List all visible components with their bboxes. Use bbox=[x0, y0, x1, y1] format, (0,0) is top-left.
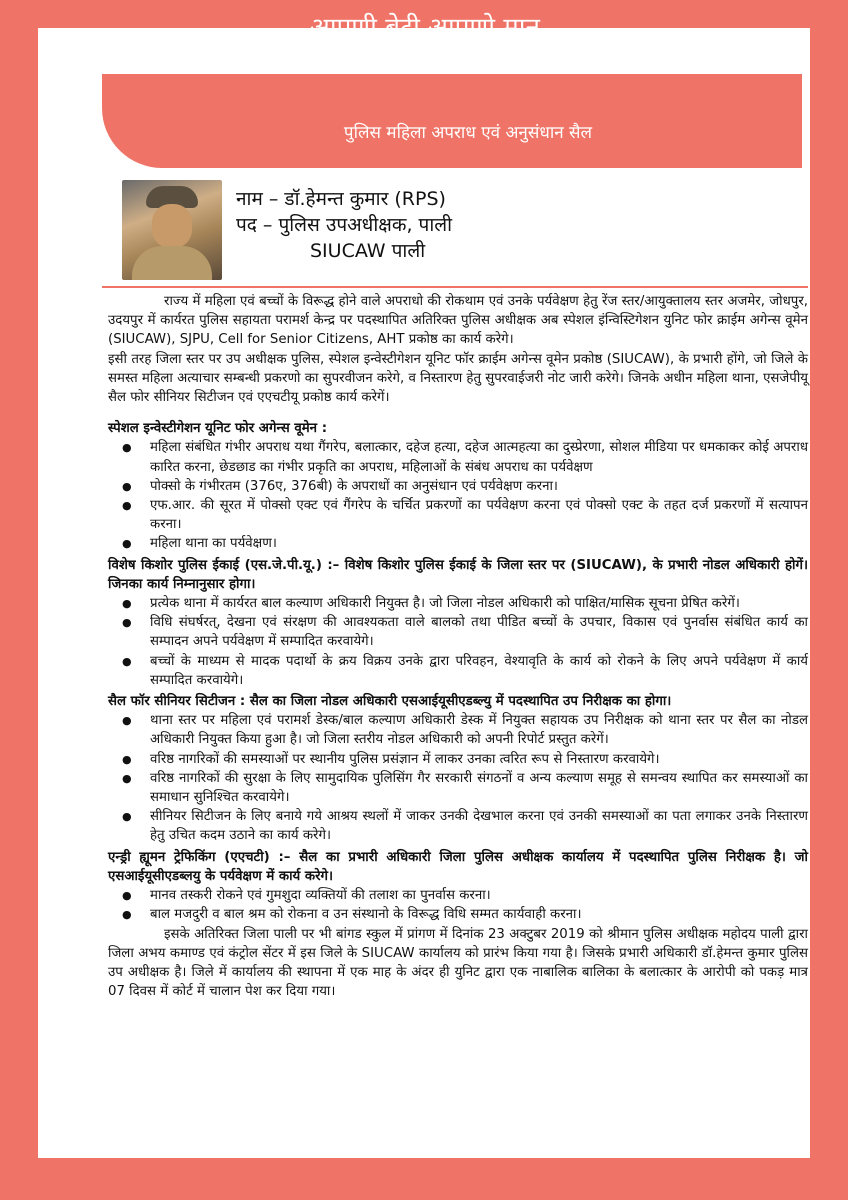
sjpu-list bbox=[108, 594, 808, 690]
document-page bbox=[38, 28, 810, 1158]
list-item: ● एफ.आर. की सूरत में पोक्सो एक्ट एवं गैंगरेप के चर्चित प्रकरणों का पर्यवेक्षण करना एवं पोक्सो एक्ट के तहत दर्ज प्रकरणों में सत्यापन करना। bbox=[150, 496, 808, 534]
officer-info bbox=[236, 186, 452, 264]
list-item: ● थाना स्तर पर महिला एवं परामर्श डेस्क/बाल कल्याण अधिकारी डेस्क में नियुक्त सहायक उप निरीक्षक को थाना स्तर पर सैल का नोडल अधिकारी नियुक्त किया हुआ है। जो जिला स्तरीय नोडल अधिकारी को अपनी रिपोर्ट प्रस्तुत करेगें। bbox=[150, 711, 808, 749]
intro-paragraph-2: इसी तरह जिला स्तर पर उप अधीक्षक पुलिस, स्पेशल इन्वेस्टीगेशन यूनिट फॉर क्राईम अगेन्स वूमेन प्रकोष्ठ (SIUCAW), के प्रभारी होंगे, जो जिले के समस्त महिला अत्याचार सम्बन्धी प्रकरणो का सुपरवीजन करेगे, व निस्तारण हेतु सुपरवाईजरी नोट जारी करेगे। जिनके अधीन महिला थाना, एसजेपीयू सैल फोर सीनियर सिटीजन एवं एएचटीयू प्रकोष्ठ कार्य करेगें। bbox=[108, 351, 808, 406]
siucaw-list bbox=[108, 438, 808, 553]
list-item: ● सीनियर सिटीजन के लिए बनाये गये आश्रय स्थलों में जाकर उनकी देखभाल करना एवं उनकी समस्याओं का पता लगाकर उनके निस्तारण हेतु उचित कदम उठाने का कार्य करेगे। bbox=[150, 807, 808, 845]
divider bbox=[102, 286, 808, 288]
list-item: ● पोक्सो के गंभीरतम (376ए, 376बी) के अपराधों का अनुसंधान एवं पर्यवेक्षण करना। bbox=[150, 477, 808, 496]
officer-post: पद – पुलिस उपअधीक्षक, पाली bbox=[236, 214, 453, 236]
senior-list bbox=[108, 711, 808, 845]
intro-paragraph-1: राज्य में महिला एवं बच्चों के विरूद्ध होने वाले अपराधो की रोकथाम एवं उनके पर्यवेक्षण हेतु रेंज स्तर/आयुक्तालय स्तर अजमेर, जोधपुर, उदयपुर में कार्यरत पुलिस सहायता परामर्श केन्द्र पर पदस्थापित अतिरिक्त पुलिस अधीक्षक अब स्पेशल इंन्विस्टिगेशन युनिट फोर क्राईम अगेन्स वूमेन (SIUCAW), SJPU, Cell for Senior Citizens, AHT प्रकोष्ठ का कार्य करेगे। bbox=[108, 294, 808, 348]
officer-photo bbox=[122, 180, 222, 280]
list-item: ● प्रत्येक थाना में कार्यरत बाल कल्याण अधिकारी नियुक्त है। जो जिला नोडल अधिकारी को पाक्षित/मासिक सूचना प्रेषित करेगें। bbox=[150, 594, 808, 613]
section-subtitle: पुलिस महिला अपराध एवं अनुसंधान सैल bbox=[343, 123, 593, 143]
document-body bbox=[108, 292, 808, 1001]
aht-heading: एन्ड्री ह्यूमन ट्रेफिकिंग (एएचटी) :– सैल का प्रभारी अधिकारी जिला पुलिस अधीक्षक कार्यालय में पदस्थापित पुलिस निरीक्षक है। जो एसआईयूसीएडब्लयु के पर्यवेक्षण में कार्य करेगे। bbox=[108, 849, 808, 884]
list-item: ● वरिष्ठ नागरिकों की समस्याओं पर स्थानीय पुलिस प्रसंज्ञान में लाकर उनका त्वरित रूप से निस्तारण करवायेगे। bbox=[150, 750, 808, 769]
siucaw-heading: स्पेशल इन्वेस्टीगेशन यूनिट फोर अगेन्स वूमेन : bbox=[108, 421, 328, 437]
sjpu-heading: विशेष किशोर पुलिस ईकाई (एस.जे.पी.यू.) :– विशेष किशोर पुलिस ईकाई के जिला स्तर पर (SIUCAW), के प्रभारी नोडल अधिकारी होगें। जिनका कार्य निम्नानुसार होगा। bbox=[108, 557, 808, 592]
closing-paragraph: इसके अतिरिक्त जिला पाली पर भी बांगड स्कुल में प्रांगण में दिनांक 23 अक्टुबर 2019 को श्रीमान पुलिस अधीक्षक महोदय पाली द्वारा जिला अभय कमाण्ड एवं कंट्रोल सेंटर में इस जिले के SIUCAW कार्यालय को प्रारंभ किया गया है। जिसके प्रभारी अधिकारी डॉ.हेमन्त कुमार पुलिस उप अधीक्षक है। जिले में कार्यालय की स्थापना में एक माह के अंदर ही युनिट द्वारा एक नाबालिक बालिका के बलात्कार के आरोपी को पकड़ मात्र 07 दिवस में कोर्ट में चालान पेश कर दिया गया। bbox=[108, 926, 808, 1000]
list-item: ● विधि संघर्षरत्, देखना एवं संरक्षण की आवश्यकता वाले बालको तथा पीडित बच्चों के उपचार, विकास एवं पुनर्वास संबंधित कार्य का सम्पादन अपने पर्यवेक्षण में सम्पादित करवायेगे। bbox=[150, 613, 808, 651]
officer-name: नाम – डॉ.हेमन्त कुमार (RPS) bbox=[236, 188, 446, 210]
list-item: ● महिला संबंधित गंभीर अपराध यथा गैंगरेप, बलात्कार, दहेज हत्या, दहेज आत्महत्या का दुस्प्रेरणा, सोशल मीडिया पर धमकाकर कोई अपराध कारित करना, छेडछाड का गंभीर प्रकृति का अपराध, महिलाओं के संबंध अपराध का पर्यवेक्षण bbox=[150, 438, 808, 476]
officer-unit: SIUCAW पाली bbox=[310, 240, 426, 262]
list-item: ● मानव तस्करी रोकने एवं गुमशुदा व्यक्तियों की तलाश का पुनर्वास करना। bbox=[150, 886, 808, 905]
list-item: ● महिला थाना का पर्यवेक्षण। bbox=[150, 534, 808, 553]
list-item: ● बच्चों के माध्यम से मादक पदार्थो के क्रय विक्रय उनके द्वारा परिवहन, वेश्यावृति के कार्य को रोकने के लिए अपने पर्यवेक्षण में कार्य सम्पादित करवायेगे। bbox=[150, 652, 808, 690]
senior-heading: सैल फॉर सीनियर सिटीजन : सैल का जिला नोडल अधिकारी एसआईयूसीएडब्ल्यु में पदस्थापित उप निरीक्षक का होगा। bbox=[108, 694, 672, 710]
page-title: आपणी बेटी आपणो मान bbox=[310, 13, 540, 43]
list-item: ● वरिष्ठ नागरिकों की सुरक्षा के लिए सामुदायिक पुलिसिंग गैर सरकारी संगठनों व अन्य कल्याण समूह से समन्वय स्थापित कर समस्याओं का समाधान सुनिश्चित करवायेगे। bbox=[150, 769, 808, 807]
aht-list bbox=[108, 886, 808, 924]
list-item: ● बाल मजदुरी व बाल श्रम को रोकना व उन संस्थानो के विरूद्ध विधि सम्मत कार्यवाही करना। bbox=[150, 905, 808, 924]
